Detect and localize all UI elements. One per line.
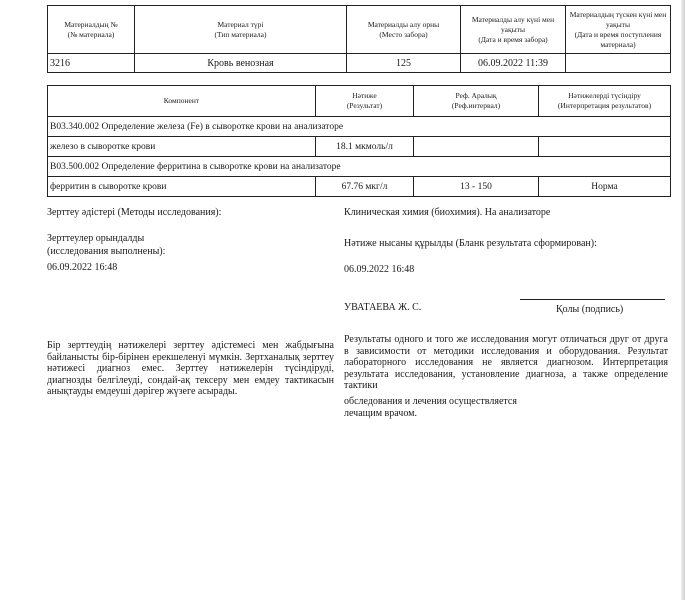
collection-datetime: 06.09.2022 11:39 (461, 54, 566, 73)
disclaimer-kk: Бір зерттеудің нәтижелері зерттеу әдістемесі мен жабдығына байланысты бір-бірінен ерекшеленуі мүмкін. Зертханалық зерттеу нәтижесі диагноз емес. Зерттеу нәтижелерін түсіндіруді, диагнозды белгілеуді, сондай-ақ тексеру мен емдеу тактикасын анықтауды емдеуші дәрігер жүзеге асырады. (47, 340, 334, 397)
ferritin-test-result: 67.76 мкг/л (316, 177, 414, 197)
disclaimer-ru: Результаты одного и того же исследования могут отличаться друг от друга в зависимости от методики исследования и оборудования. Результат лабораторного исследования не является диагнозом. Интерпретация результата исследования, установление диагноза, а также определение тактики (344, 334, 668, 391)
iron-test-name: железо в сыворотке крови (48, 137, 316, 157)
sample-header-row (48, 6, 671, 54)
results-table (47, 85, 671, 197)
header-collection-place: Материалды алу орны (Место забора) (347, 6, 461, 54)
methods-value: Клиническая химия (биохимия). На анализаторе (344, 207, 551, 218)
iron-test-section: В03.340.002 Определение железа (Fe) в сыворотке крови на анализаторе (48, 117, 671, 137)
disclaimer-ru-line: обследования и лечения осуществляется (344, 396, 517, 407)
page-edge-shadow (681, 0, 685, 600)
header-component: Компонент (48, 86, 316, 117)
material-type: Кровь венозная (135, 54, 347, 73)
test-section-row (48, 157, 671, 177)
sample-value-row (48, 54, 671, 73)
formed-label: Нәтиже нысаны құрылды (Бланк результата сформирован): (344, 238, 597, 249)
ferritin-test-section: В03.500.002 Определение ферритина в сыворотке крови на анализаторе (48, 157, 671, 177)
test-section-row (48, 117, 671, 137)
performed-label-ru: (исследования выполнены): (47, 246, 166, 257)
material-number: 3216 (48, 54, 135, 73)
collection-place: 125 (347, 54, 461, 73)
header-material-type: Материал түрі (Тип материала) (135, 6, 347, 54)
performed-label: Зерттеулер орындалды (47, 233, 145, 244)
formed-date: 06.09.2022 16:48 (344, 264, 415, 275)
header-result: Нәтиже (Результат) (316, 86, 414, 117)
received-datetime (566, 54, 671, 73)
performed-date: 06.09.2022 16:48 (47, 262, 118, 273)
header-material-number: Материалдың № (№ материала) (48, 6, 135, 54)
header-collection-datetime: Материалды алу күні мен уақыты (Дата и время забора) (461, 6, 566, 54)
iron-test-interp (539, 137, 671, 157)
header-ref-interval: Реф. Аралық (Реф.интервал) (414, 86, 539, 117)
methods-label: Зерттеу әдістері (Методы исследования): (47, 207, 222, 218)
header-interpretation: Нәтижелерді түсіндіру (Интерпретация результатов) (539, 86, 671, 117)
table-row (48, 177, 671, 197)
header-received-datetime: Материалдың түскен күні мен уақыты (Дата и время поступления материала) (566, 6, 671, 54)
sample-info-table (47, 5, 671, 73)
signature-label: Қолы (подпись) (556, 304, 624, 315)
table-row (48, 137, 671, 157)
iron-test-ref (414, 137, 539, 157)
ferritin-test-ref: 13 - 150 (414, 177, 539, 197)
iron-test-result: 18.1 мкмоль/л (316, 137, 414, 157)
disclaimer-ru-end: лечащим врачом. (344, 408, 417, 419)
ferritin-test-interp: Норма (539, 177, 671, 197)
results-header-row (48, 86, 671, 117)
ferritin-test-name: ферритин в сыворотке крови (48, 177, 316, 197)
signature-line (520, 299, 665, 300)
doctor-name: УВАТАЕВА Ж. С. (344, 302, 422, 313)
